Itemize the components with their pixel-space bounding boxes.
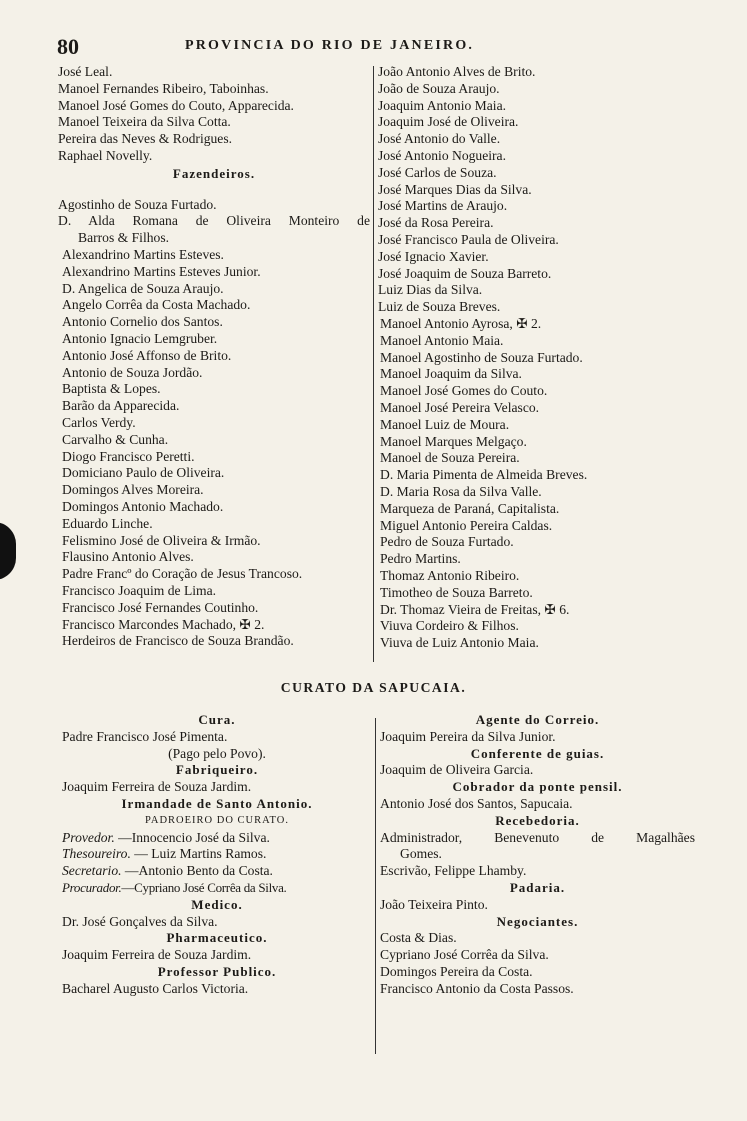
list-item: Carvalho & Cunha. <box>62 431 169 447</box>
list-item: Dr. Thomaz Vieira de Freitas, ✠ 6. <box>380 601 570 617</box>
list-item: Domingos Alves Moreira. <box>62 482 204 498</box>
list-item: Felismino José de Oliveira & Irmão. <box>62 532 261 548</box>
list-item: Luiz Dias da Silva. <box>378 282 483 298</box>
heading-irmandade: Irmandade de Santo Antonio. <box>121 795 313 811</box>
list-item: José Antonio do Valle. <box>378 131 501 147</box>
section-title-curato: CURATO DA SAPUCAIA. <box>280 680 467 695</box>
list-item: Manoel Marques Melgaço. <box>380 433 527 449</box>
list-item: José Antonio Nogueira. <box>378 147 506 163</box>
column-rule <box>375 718 376 1054</box>
list-item: Domiciano Paulo de Oliveira. <box>62 465 225 481</box>
page-number: 80 <box>57 34 79 59</box>
list-item: Baptista & Lopes. <box>62 381 161 397</box>
list-item: Padre Francº do Coração de Jesus Trancoso. <box>62 566 303 582</box>
list-item: Manoel Joaquim da Silva. <box>380 366 522 382</box>
list-item: Dr. José Gonçalves da Silva. <box>62 913 218 929</box>
list-item: Antonio José Affonso de Brito. <box>62 347 232 363</box>
list-item: Pedro de Souza Furtado. <box>380 534 514 550</box>
list-item: Manoel José Pereira Velasco. <box>380 399 540 415</box>
top-right-column <box>378 64 678 652</box>
list-item: Francisco Joaquim de Lima. <box>62 582 217 598</box>
list-item: Marqueza de Paraná, Capitalista. <box>380 500 560 516</box>
list-item: Luiz de Souza Breves. <box>378 299 501 315</box>
list-top-left-b <box>58 197 370 651</box>
list-item: Pedro Martins. <box>380 551 461 567</box>
bottom-left-column <box>62 712 372 998</box>
list-item: Domingos Pereira da Costa. <box>380 963 533 979</box>
list-item: Herdeiros de Francisco de Souza Brandão. <box>62 633 294 649</box>
list-item: José da Rosa Pereira. <box>378 215 494 231</box>
list-item: Timotheo de Souza Barreto. <box>380 584 533 600</box>
list-item: Viuva Cordeiro & Filhos. <box>380 618 519 634</box>
heading-negociantes: Negociantes. <box>496 913 579 929</box>
list-item: Joaquim José de Oliveira. <box>378 114 519 130</box>
list-item: Francisco Marcondes Machado, ✠ 2. <box>62 616 265 632</box>
list-item: João de Souza Araujo. <box>378 80 500 96</box>
list-item <box>62 830 372 847</box>
list-item: Thomaz Antonio Ribeiro. <box>380 567 520 583</box>
top-left-column <box>58 64 370 650</box>
list-item: Costa & Dias. <box>380 930 457 946</box>
list-item: Flausino Antonio Alves. <box>62 549 194 565</box>
role-label: Secretario. <box>62 863 122 879</box>
list-item: Miguel Antonio Pereira Caldas. <box>380 517 553 533</box>
list-item: Agostinho de Souza Furtado. <box>58 196 217 212</box>
list-item <box>62 846 372 863</box>
list-item: Manoel Teixeira da Silva Cotta. <box>58 114 231 130</box>
list-item: Padre Francisco José Pimenta. <box>62 728 228 744</box>
list-item: Manoel José Gomes do Couto. <box>380 383 548 399</box>
list-item: Raphael Novelly. <box>58 147 153 163</box>
list-item: José Ignacio Xavier. <box>378 248 489 264</box>
list-item: José Marques Dias da Silva. <box>378 181 532 197</box>
list-item: Joaquim Pereira da Silva Junior. <box>380 728 556 744</box>
heading-agente: Agente do Correio. <box>475 712 600 727</box>
list-item: Manoel Antonio Maia. <box>380 332 504 348</box>
list-item: José Carlos de Souza. <box>378 164 497 180</box>
list-item: Joaquim Ferreira de Souza Jardim. <box>62 947 252 963</box>
role-label: Provedor. <box>62 829 115 845</box>
list-item: Angelo Corrêa da Costa Machado. <box>62 297 251 313</box>
running-head: PROVINCIA DO RIO DE JANEIRO. <box>185 38 475 53</box>
list-item: D. Maria Rosa da Silva Valle. <box>380 483 542 499</box>
list-item: Manoel José Gomes do Couto, Apparecida. <box>58 97 294 113</box>
heading-conferente: Conferente de guias. <box>470 745 605 761</box>
binding-blot <box>0 522 16 580</box>
heading-medico: Medico. <box>191 896 243 912</box>
list-item: Antonio José dos Santos, Sapucaia. <box>380 795 573 811</box>
heading-cura: Cura. <box>198 712 236 727</box>
heading-professor: Professor Publico. <box>157 963 277 979</box>
list-item: Francisco José Fernandes Coutinho. <box>62 599 259 615</box>
list-item: João Antonio Alves de Brito. <box>378 64 536 79</box>
subheading-padroeiro: PADROEIRO DO CURATO. <box>145 814 289 826</box>
list-item: D. Angelica de Souza Araujo. <box>62 280 224 296</box>
list-item: Joaquim Ferreira de Souza Jardim. <box>62 779 252 795</box>
list-item: Joaquim Antonio Maia. <box>378 97 506 113</box>
role-value: — Luiz Martins Ramos. <box>130 846 267 862</box>
list-item: Joaquim de Oliveira Garcia. <box>380 762 534 778</box>
list-item <box>62 880 372 897</box>
list-item: D. Alda Romana de Oliveira Monteiro de <box>58 213 370 229</box>
list-item: Alexandrino Martins Esteves. <box>62 246 224 262</box>
list-item: Eduardo Linche. <box>62 515 153 531</box>
list-item: Antonio de Souza Jordão. <box>62 364 203 380</box>
list-item: Manoel Antonio Ayrosa, ✠ 2. <box>380 315 542 331</box>
role-value: —Innocencio José da Silva. <box>114 829 270 845</box>
list-item: Manoel Luiz de Moura. <box>380 416 510 432</box>
role-value: —Antonio Bento da Costa. <box>121 863 273 879</box>
list-item: Manoel Agostinho de Souza Furtado. <box>380 349 583 365</box>
role-label: Thesoureiro. <box>62 846 131 862</box>
list-item: Administrador, Benevenuto de Magalhães <box>380 829 695 845</box>
list-item: Pereira das Neves & Rodrigues. <box>58 131 233 147</box>
list-item: Bacharel Augusto Carlos Victoria. <box>62 980 249 996</box>
list-item: Manoel Fernandes Ribeiro, Taboinhas. <box>58 80 269 96</box>
heading-padaria: Padaria. <box>509 879 566 895</box>
heading-pharmaceutico: Pharmaceutico. <box>166 930 268 946</box>
list-item: Escrivão, Felippe Lhamby. <box>380 863 527 879</box>
list-item: Antonio Cornelio dos Santos. <box>62 314 223 330</box>
list-item: (Pago pelo Povo). <box>168 745 266 761</box>
list-item: Viuva de Luiz Antonio Maia. <box>380 635 539 651</box>
list-item: Barros & Filhos. <box>78 230 170 246</box>
list-item: D. Maria Pimenta de Almeida Breves. <box>380 467 588 483</box>
list-item: Gomes. <box>400 846 442 862</box>
column-rule <box>373 66 374 662</box>
heading-cobrador: Cobrador da ponte pensil. <box>452 779 623 795</box>
role-label: Procurador. <box>62 879 122 895</box>
list-item <box>62 863 372 880</box>
bottom-right-column <box>380 712 695 998</box>
list-item: Barão da Apparecida. <box>62 398 180 414</box>
list-item: Domingos Antonio Machado. <box>62 498 224 514</box>
list-item: Francisco Antonio da Costa Passos. <box>380 980 574 996</box>
heading-fazendeiros: Fazendeiros. <box>172 165 256 181</box>
list-item: Cypriano José Corrêa da Silva. <box>380 947 549 963</box>
list-top-left-a <box>58 64 370 165</box>
list-item: José Martins de Araujo. <box>378 198 508 214</box>
role-value: —Cypriano José Corrêa da Silva. <box>121 879 287 895</box>
list-item: João Teixeira Pinto. <box>380 896 488 912</box>
list-item: José Joaquim de Souza Barreto. <box>378 265 552 281</box>
list-item: José Francisco Paula de Oliveira. <box>378 231 559 247</box>
heading-fabriqueiro: Fabriqueiro. <box>175 762 259 778</box>
heading-recebedoria: Recebedoria. <box>495 812 580 828</box>
list-item: Alexandrino Martins Esteves Junior. <box>62 263 261 279</box>
list-item: José Leal. <box>58 64 113 79</box>
list-item: Diogo Francisco Peretti. <box>62 448 195 464</box>
list-item: Manoel de Souza Pereira. <box>380 450 520 466</box>
list-item: Carlos Verdy. <box>62 414 136 430</box>
list-item: Antonio Ignacio Lemgruber. <box>62 330 218 346</box>
